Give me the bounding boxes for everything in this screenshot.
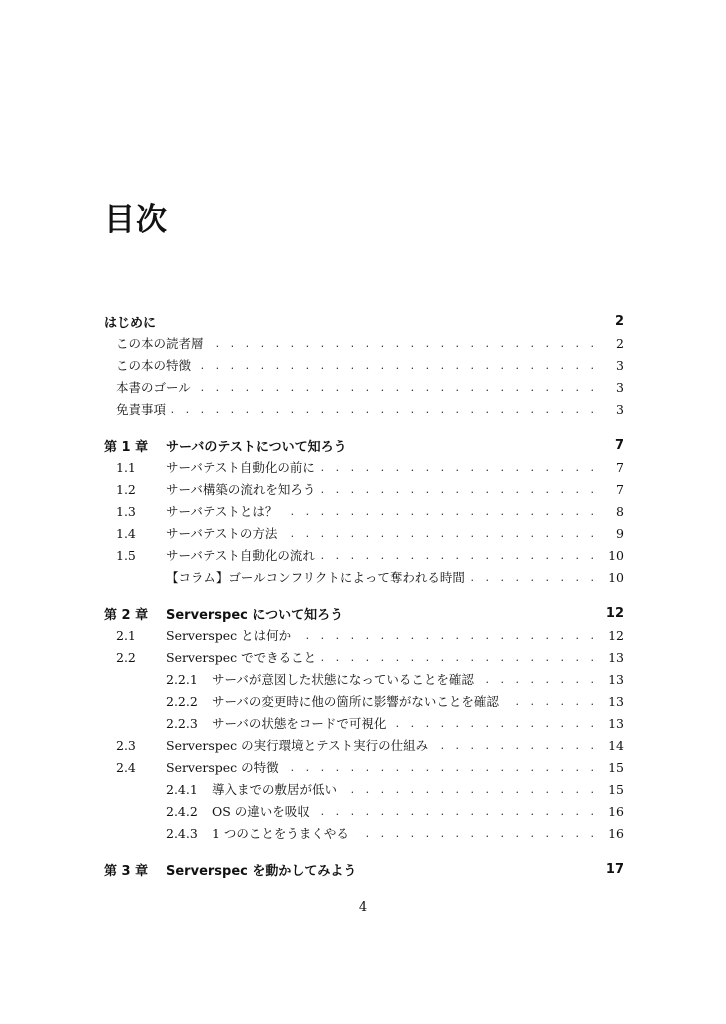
toc-number: 第 2 章 [104, 607, 149, 623]
toc-entry-sub[interactable] [104, 778, 624, 800]
toc-entry-sub[interactable] [104, 822, 624, 844]
toc-entry[interactable] [104, 398, 624, 420]
toc-number: 2.2.3 [166, 715, 198, 731]
toc-number: 2.1 [116, 627, 136, 643]
toc-number: 第 3 章 [104, 863, 149, 879]
table-of-contents [104, 310, 624, 880]
leader-dots [469, 571, 604, 584]
toc-entry[interactable] [104, 376, 624, 398]
toc-page: 3 [616, 401, 624, 417]
toc-label: サーバが意図した状態になっていることを確認 [212, 672, 474, 687]
toc-entry[interactable] [104, 756, 624, 778]
leader-dots [341, 783, 604, 796]
toc-entry[interactable] [104, 478, 624, 500]
toc-entry[interactable] [104, 522, 624, 544]
toc-page: 3 [616, 379, 624, 395]
toc-entry[interactable] [104, 734, 624, 756]
toc-page: 7 [616, 459, 624, 475]
toc-page: 13 [608, 671, 624, 687]
toc-label: 【コラム】ゴールコンフリクトによって奪われる時間 [166, 570, 465, 585]
toc-entry[interactable] [104, 332, 624, 354]
toc-page: 15 [608, 781, 624, 797]
toc-label: Serverspec について知ろう [166, 607, 344, 623]
toc-page: 12 [605, 605, 624, 621]
toc-number: 2.4.1 [166, 781, 198, 797]
leader-dots [390, 717, 604, 730]
toc-page: 13 [608, 649, 624, 665]
toc-page: 9 [616, 525, 624, 541]
toc-entry[interactable] [104, 544, 624, 566]
toc-label: Serverspec の実行環境とテスト実行の仕組み [166, 738, 429, 753]
leader-dots [281, 505, 604, 518]
toc-label: サーバテスト自動化の前に [166, 460, 315, 475]
toc-number: 2.2.2 [166, 693, 198, 709]
toc-label: Serverspec とは何か [166, 628, 292, 643]
toc-label: この本の読者層 [116, 336, 204, 351]
toc-page: 13 [608, 693, 624, 709]
leader-dots [170, 403, 604, 416]
toc-number: 2.4.3 [166, 825, 198, 841]
toc-entry-column[interactable] [104, 566, 624, 588]
toc-entry[interactable] [104, 624, 624, 646]
leader-dots [319, 549, 604, 562]
leader-dots [319, 461, 604, 474]
leader-dots [432, 739, 604, 752]
toc-entry-sub[interactable] [104, 800, 624, 822]
toc-number: 2.2.1 [166, 671, 198, 687]
toc-page: 14 [608, 737, 624, 753]
toc-label: Serverspec でできること [166, 650, 317, 665]
toc-label: サーバの状態をコードで可視化 [212, 716, 387, 731]
leader-dots [503, 695, 604, 708]
toc-label: Serverspec を動かしてみよう [166, 863, 357, 879]
toc-label: Serverspec の特徴 [166, 760, 279, 775]
leader-dots [295, 629, 604, 642]
toc-label: サーバの変更時に他の箇所に影響がないことを確認 [212, 694, 499, 709]
toc-chapter-2[interactable] [104, 602, 624, 624]
toc-number: 2.3 [116, 737, 136, 753]
toc-number: 第 1 章 [104, 439, 149, 455]
page-title: 目次 [104, 202, 168, 238]
toc-number: 2.4 [116, 759, 136, 775]
toc-entry[interactable] [104, 456, 624, 478]
toc-page: 2 [616, 335, 624, 351]
toc-label: サーバのテストについて知ろう [166, 439, 347, 455]
leader-dots [319, 483, 604, 496]
leader-dots [314, 805, 604, 818]
leader-dots [283, 761, 604, 774]
toc-number: 1.5 [116, 547, 136, 563]
toc-number: 2.2 [116, 649, 136, 665]
toc-page: 10 [608, 547, 624, 563]
leader-dots [208, 337, 604, 350]
toc-entry[interactable] [104, 646, 624, 668]
toc-label: 導入までの敷居が低い [212, 782, 338, 797]
toc-label: サーバテストとは？ [166, 504, 278, 519]
toc-page: 8 [616, 503, 624, 519]
toc-label: サーバ構築の流れを知ろう [166, 482, 316, 497]
leader-dots [320, 651, 604, 664]
toc-page: 2 [614, 313, 624, 329]
toc-page: 15 [608, 759, 624, 775]
toc-page: 16 [608, 825, 624, 841]
page-number: 4 [358, 900, 368, 915]
toc-entry[interactable] [104, 354, 624, 376]
toc-page: 12 [608, 627, 624, 643]
toc-entry-sub[interactable] [104, 668, 624, 690]
toc-label: 本書のゴール [116, 380, 191, 395]
toc-page: 13 [608, 715, 624, 731]
toc-label: はじめに [104, 315, 157, 331]
toc-page: 7 [614, 437, 624, 453]
toc-chapter-3[interactable] [104, 858, 624, 880]
toc-label: 免責事項 [116, 402, 167, 417]
toc-number: 1.4 [116, 525, 136, 541]
leader-dots [281, 527, 604, 540]
toc-label: 1 つのことをうまくやる [212, 826, 349, 841]
toc-page: 10 [608, 569, 624, 585]
leader-dots [478, 673, 604, 686]
leader-dots [195, 359, 604, 372]
toc-entry[interactable] [104, 500, 624, 522]
toc-page: 17 [605, 861, 624, 877]
toc-page: 3 [616, 357, 624, 373]
toc-number: 1.1 [116, 459, 136, 475]
toc-label: サーバテストの方法 [166, 526, 278, 541]
toc-label: OS の違いを吸収 [212, 804, 310, 819]
toc-page: 7 [616, 481, 624, 497]
toc-page: 16 [608, 803, 624, 819]
toc-entry-sub[interactable] [104, 712, 624, 734]
toc-label: サーバテスト自動化の流れ [166, 548, 315, 563]
toc-number: 1.3 [116, 503, 136, 519]
leader-dots [353, 827, 604, 840]
toc-chapter-1[interactable] [104, 434, 624, 456]
toc-label: この本の特徴 [116, 358, 192, 373]
toc-number: 1.2 [116, 481, 136, 497]
toc-entry-sub[interactable] [104, 690, 624, 712]
toc-number: 2.4.2 [166, 803, 198, 819]
toc-chapter-intro[interactable] [104, 310, 624, 332]
leader-dots [195, 381, 604, 394]
